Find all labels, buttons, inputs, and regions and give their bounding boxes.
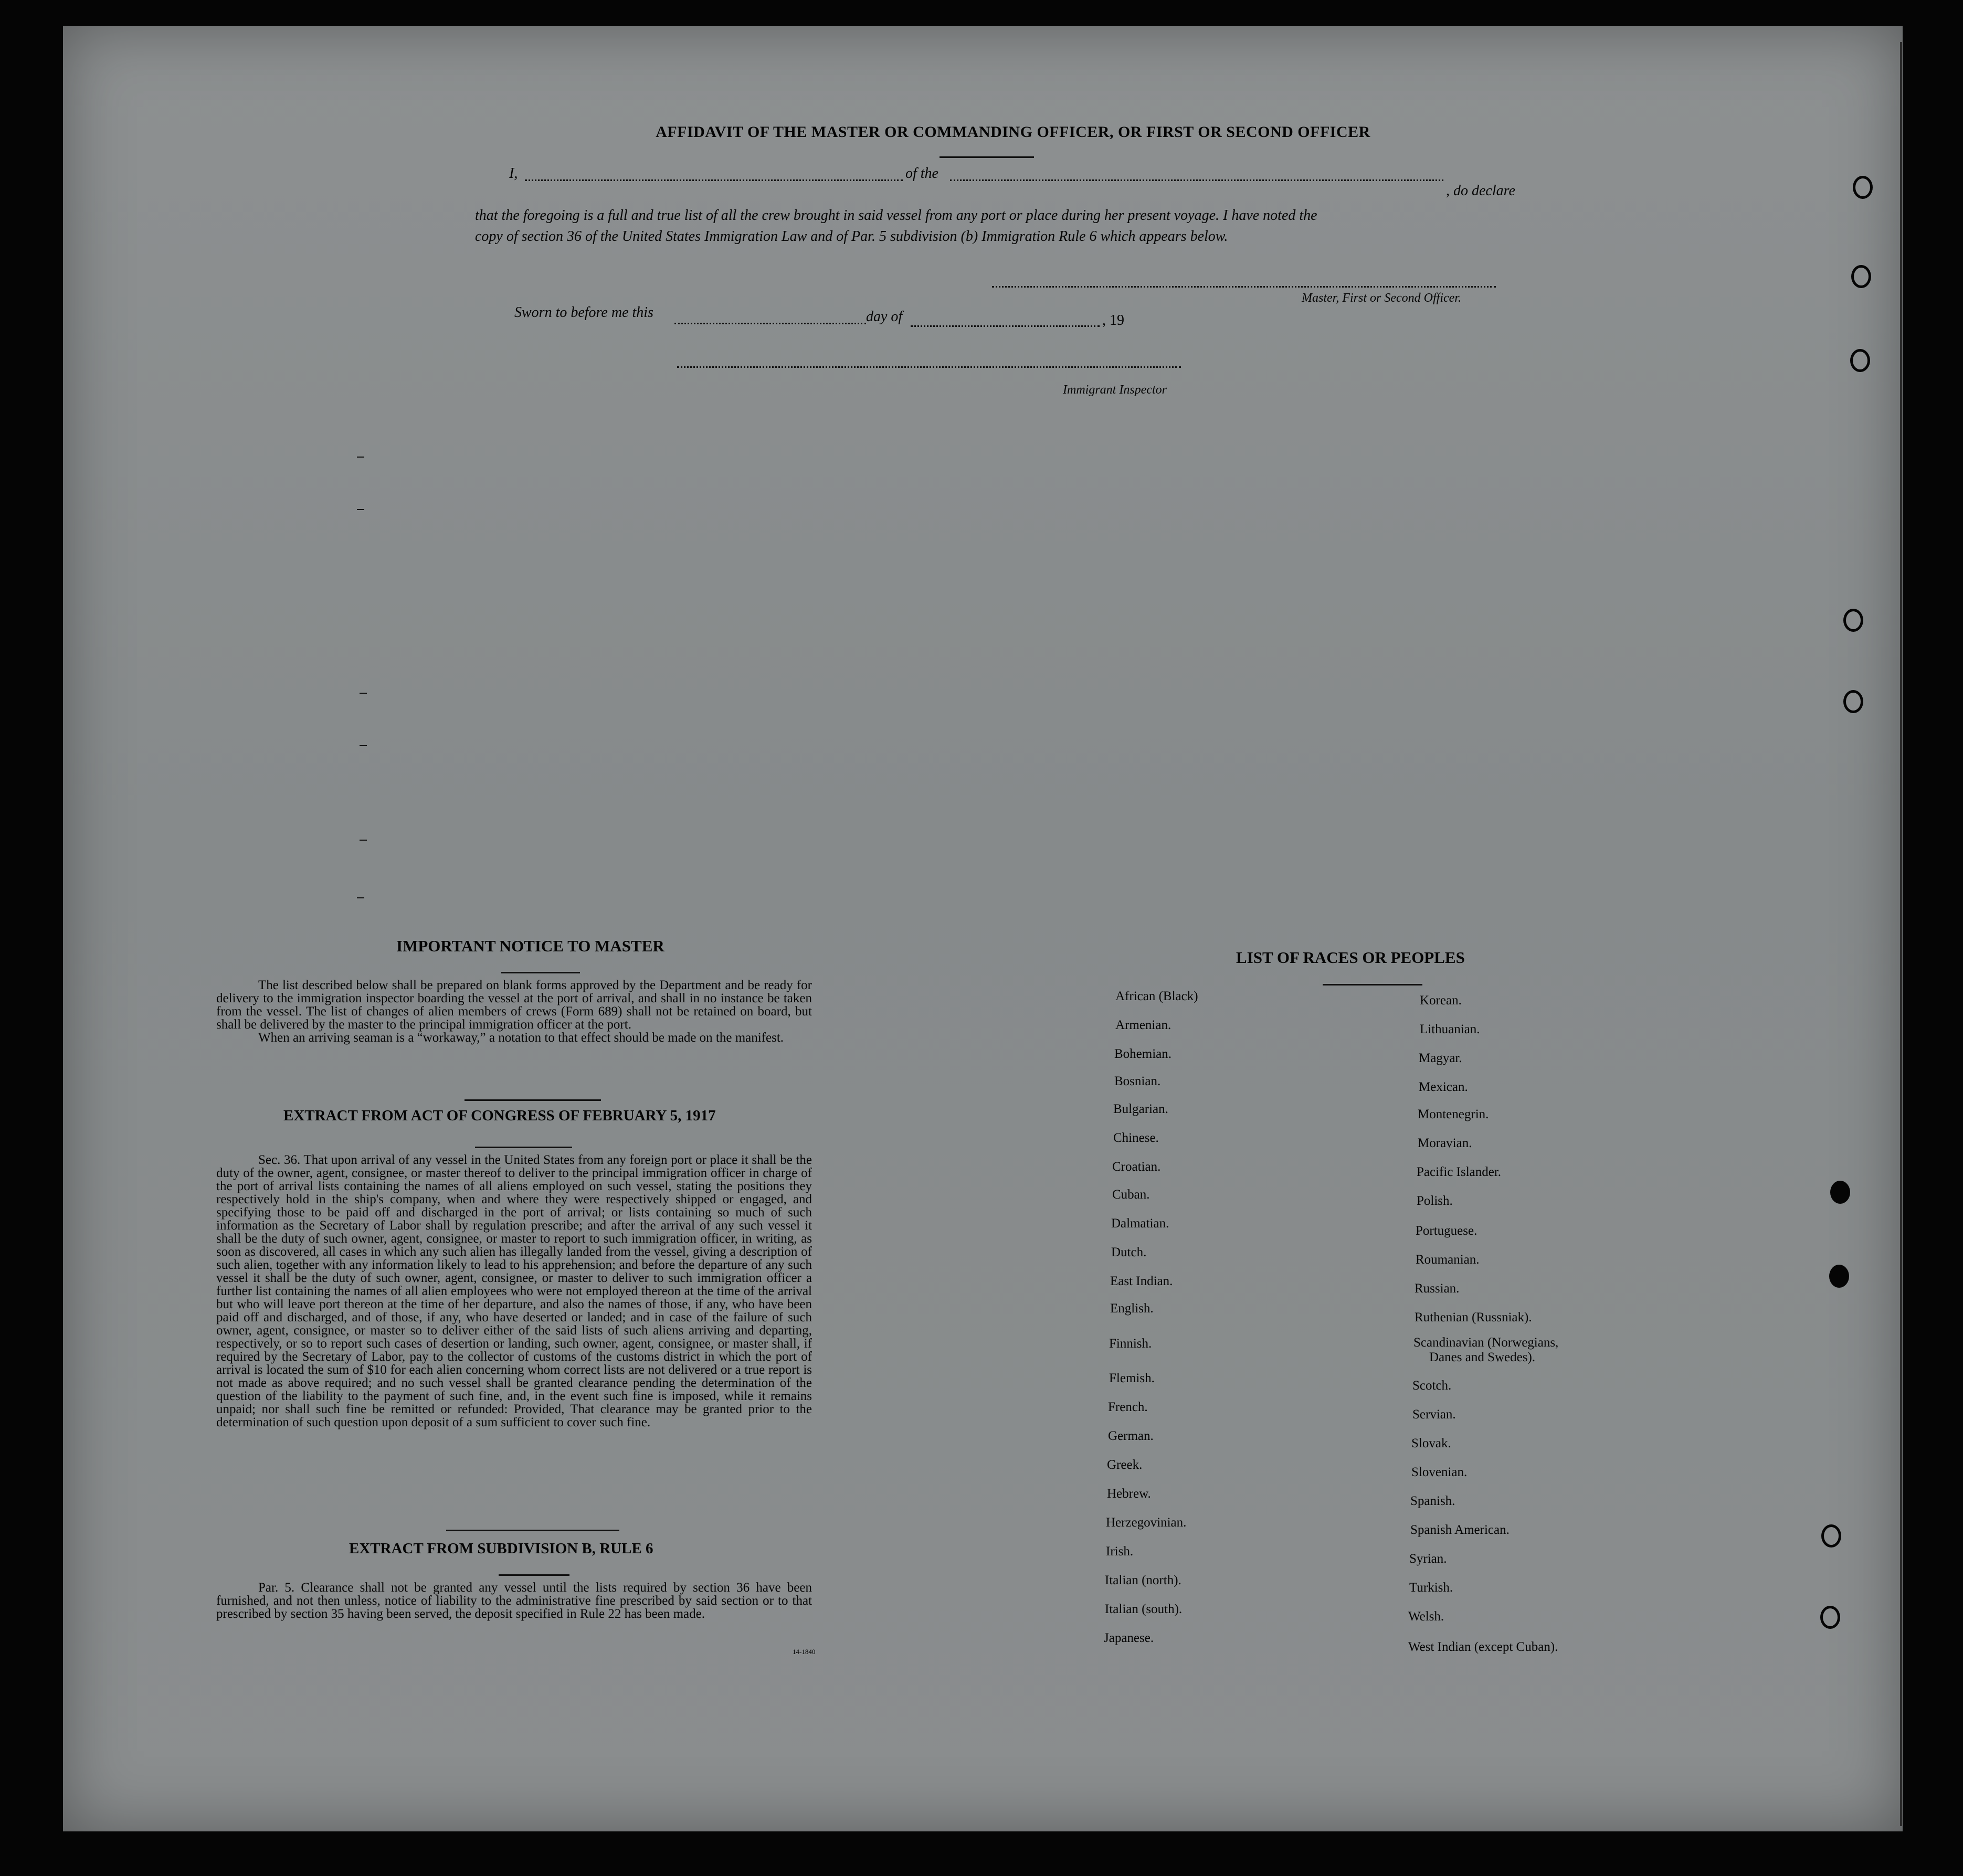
- punch-hole-icon: [1821, 1524, 1841, 1548]
- act-text: [216, 1153, 812, 1429]
- race-item: Turkish.: [1409, 1581, 1453, 1595]
- act-rule-bottom: [475, 1147, 572, 1148]
- margin-tick: [360, 693, 367, 694]
- races-underline: [1323, 984, 1422, 985]
- notice-paragraph-1: The list described below shall be prepared on blank forms approved by the Department and be ready for delivery to the immigration inspector boarding the vessel at the port of arrival, and shall in no instance be taken from the vessel. The list of changes of alien members of crews (Form 689) shall not be retained on board, but shall be delivered by the master to the principal immigration officer at the port.: [216, 978, 812, 1032]
- act-title: EXTRACT FROM ACT OF CONGRESS OF FEBRUARY 5, 1917: [283, 1107, 716, 1124]
- rule-paragraph: Par. 5. Clearance shall not be granted any vessel until the lists required by section 36 have been furnished, and not then unless, notice of liability to the administrative fine prescribed by said section or to that prescribed by section 35 having been served, the deposit specified in Rule 22 has been made.: [216, 1581, 812, 1621]
- act-rule-top: [465, 1099, 601, 1101]
- race-item: Russian.: [1415, 1281, 1460, 1296]
- punch-hole-icon: [1830, 1181, 1850, 1204]
- race-item: Spanish.: [1410, 1494, 1455, 1508]
- race-item: Korean.: [1420, 993, 1462, 1008]
- race-item: Danes and Swedes).: [1429, 1350, 1536, 1364]
- race-item: Bohemian.: [1114, 1047, 1172, 1061]
- race-item: Herzegovinian.: [1106, 1515, 1187, 1530]
- rule-title: EXTRACT FROM SUBDIVISION B, RULE 6: [349, 1540, 653, 1557]
- race-item: German.: [1108, 1429, 1154, 1443]
- race-item: Pacific Islander.: [1417, 1165, 1502, 1179]
- signature-label: Master, First or Second Officer.: [1302, 291, 1461, 305]
- title-underline: [940, 156, 1034, 158]
- race-item: Montenegrin.: [1418, 1107, 1489, 1121]
- race-item: African (Black): [1115, 989, 1198, 1003]
- race-item: Lithuanian.: [1420, 1022, 1480, 1036]
- punch-hole-icon: [1843, 690, 1863, 713]
- name-blank[interactable]: [525, 179, 903, 181]
- race-item: Magyar.: [1419, 1051, 1462, 1065]
- margin-tick: [357, 509, 364, 510]
- race-item: English.: [1110, 1301, 1154, 1316]
- sworn-month-blank[interactable]: [911, 325, 1100, 327]
- year-label: , 19: [1102, 312, 1124, 328]
- race-item: Bulgarian.: [1113, 1102, 1168, 1116]
- race-item: French.: [1108, 1400, 1148, 1414]
- race-item: Armenian.: [1115, 1018, 1172, 1032]
- race-item: Polish.: [1417, 1194, 1453, 1208]
- race-item: Italian (north).: [1105, 1573, 1181, 1587]
- race-item: West Indian (except Cuban).: [1408, 1640, 1558, 1654]
- affidavit-i-label: I,: [509, 165, 518, 182]
- race-item: Flemish.: [1109, 1371, 1155, 1385]
- margin-tick: [360, 745, 367, 746]
- punch-hole-icon: [1843, 609, 1863, 632]
- vessel-blank[interactable]: [950, 179, 1443, 181]
- margin-tick: [360, 840, 367, 841]
- punch-hole-icon: [1820, 1606, 1840, 1629]
- race-item: Finnish.: [1109, 1337, 1152, 1351]
- race-item: Portuguese.: [1416, 1224, 1477, 1238]
- race-item: Japanese.: [1104, 1631, 1154, 1645]
- race-item: Dutch.: [1111, 1245, 1147, 1259]
- affidavit-title: AFFIDAVIT OF THE MASTER OR COMMANDING OFFICER, OR FIRST OR SECOND OFFICER: [656, 123, 1370, 141]
- race-item: Hebrew.: [1107, 1487, 1151, 1501]
- affidavit-line-2: that the foregoing is a full and true list of all the crew brought in said vessel from any port or place during her present voyage. I have noted the: [475, 207, 1317, 224]
- affidavit-of-the: of the: [905, 165, 938, 182]
- day-of-label: day of: [866, 309, 903, 325]
- sworn-day-blank[interactable]: [674, 323, 866, 324]
- rule-text: [216, 1581, 812, 1620]
- notice-paragraph-2: When an arriving seaman is a “workaway,” a notation to that effect should be made on the manifest.: [258, 1031, 784, 1045]
- signature-line[interactable]: [992, 286, 1496, 288]
- races-title: LIST OF RACES OR PEOPLES: [1236, 948, 1465, 967]
- race-item: Italian (south).: [1105, 1602, 1183, 1616]
- race-item: Greek.: [1107, 1458, 1143, 1472]
- race-item: Cuban.: [1112, 1188, 1150, 1202]
- race-item: Spanish American.: [1410, 1523, 1510, 1537]
- act-paragraph: Sec. 36. That upon arrival of any vessel in the United States from any foreign port or place it shall be the duty of the owner, agent, consignee, or master thereof to deliver to the principal immigration officer in charge of the port of arrival lists containing the names of all aliens employed on such vessel, stating the positions they respectively hold in the ship's company, when and where they were respectively shipped or engaged, and specifying those to be paid off and discharged in the port of arrival; or lists containing so much of such information as the Secretary of Labor shall by regulation prescribe; and after the arrival of any such vessel it shall be the duty of such owner, agent, consignee, or master to report to such immigration officer, in writing, as soon as discovered, all cases in which any such alien has illegally landed from the vessel, giving a description of such alien, together with any information likely to lead to his apprehension; and before the departure of any such vessel it shall be the duty of such owner, agent, consignee, or master to deliver to such immigration officer a further list containing the names of all alien employees who were not employed thereon at the time of the arrival but who will leave port thereon at the time of her departure, and also the names of those, if any, who have been paid off and discharged, and of those, if any, who have deserted or landed; and in case of the failure of such owner, agent, consignee, or master so to deliver either of the said lists of such aliens arriving and departing, respectively, or so to report such cases of desertion or landing, such owner, agent, consignee, or master shall, if required by the Secretary of Labor, pay to the collector of customs of the customs district in which the port of arrival is located the sum of $10 for each alien concerning whom correct lists are not delivered or a true report is not made as above required; and no such vessel shall be granted clearance pending the determination of the question of the liability to the payment of such fine, and, in the event such fine is imposed, while it remains unpaid; nor shall such fine be remitted or refunded: Provided, That clearance may be granted prior to the determination of such question upon deposit of a sum sufficient to cover such fine.: [216, 1153, 812, 1429]
- race-item: East Indian.: [1110, 1274, 1173, 1288]
- rule-rule-bottom: [499, 1574, 569, 1576]
- rule-rule-top: [446, 1530, 619, 1531]
- inspector-label: Immigrant Inspector: [1063, 383, 1167, 397]
- race-item: Roumanian.: [1416, 1253, 1480, 1267]
- punch-hole-icon: [1850, 349, 1870, 372]
- race-item: Syrian.: [1409, 1552, 1447, 1566]
- form-number: 14-1840: [793, 1648, 816, 1656]
- notice-title: IMPORTANT NOTICE TO MASTER: [396, 937, 664, 955]
- race-item: Ruthenian (Russniak).: [1415, 1310, 1532, 1324]
- notice-underline: [501, 972, 580, 973]
- race-item: Dalmatian.: [1111, 1216, 1169, 1231]
- notice-text: [216, 979, 812, 1044]
- punch-hole-icon: [1829, 1265, 1849, 1288]
- race-item: Bosnian.: [1114, 1074, 1161, 1088]
- affidavit-do-declare: , do declare: [1446, 183, 1515, 199]
- race-item: Croatian.: [1112, 1160, 1161, 1174]
- punch-hole-icon: [1851, 265, 1871, 288]
- margin-tick: [357, 897, 364, 898]
- sworn-label: Sworn to before me this: [514, 304, 653, 321]
- manifest-sheet: [63, 26, 1903, 1831]
- punch-hole-icon: [1853, 176, 1873, 199]
- race-item: Chinese.: [1113, 1131, 1159, 1145]
- affidavit-line-3: copy of section 36 of the United States Immigration Law and of Par. 5 subdivision (b) Immigration Rule 6 which appears below.: [475, 228, 1228, 245]
- race-item: Slovenian.: [1411, 1465, 1468, 1479]
- inspector-line[interactable]: [677, 366, 1181, 368]
- race-item: Slovak.: [1411, 1436, 1451, 1450]
- race-item: Irish.: [1106, 1544, 1134, 1559]
- race-item: Mexican.: [1419, 1080, 1468, 1094]
- binding-edge: [1900, 42, 1902, 1826]
- margin-tick: [357, 457, 364, 458]
- race-item: Servian.: [1412, 1407, 1456, 1422]
- race-item: Scotch.: [1412, 1379, 1452, 1393]
- race-item: Moravian.: [1418, 1136, 1472, 1150]
- race-item: Scandinavian (Norwegians,: [1413, 1336, 1559, 1350]
- race-item: Welsh.: [1408, 1609, 1444, 1624]
